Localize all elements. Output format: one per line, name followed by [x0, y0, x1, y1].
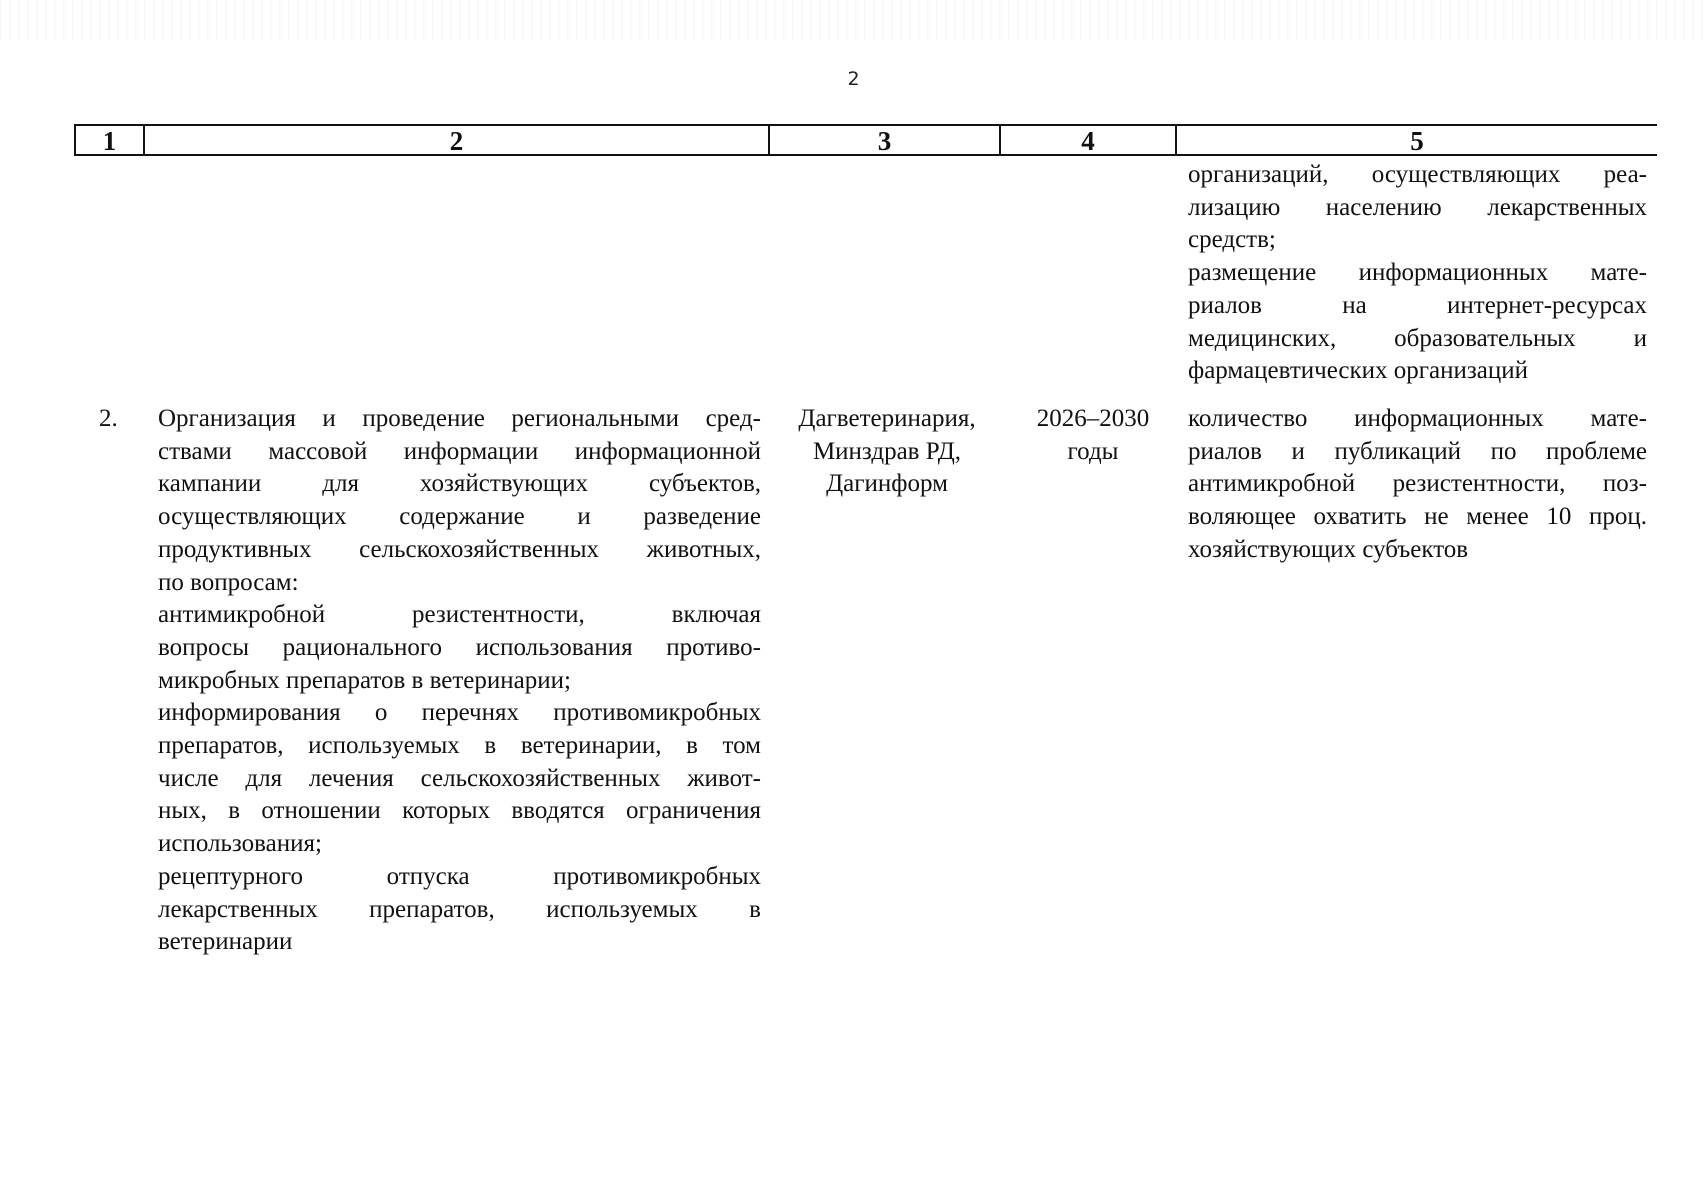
text-line: риалов на интернет-ресурсах — [1188, 291, 1647, 319]
text-line: осуществляющих содержание и разведение — [158, 503, 761, 531]
text-line: по вопросам: — [158, 568, 299, 596]
text-line: ствами массовой информации информационной — [158, 437, 761, 465]
row-measure-description — [158, 403, 761, 959]
scan-noise-strip — [0, 0, 1707, 40]
text-line: лекарственных препаратов, используемых в — [158, 895, 761, 923]
text-line: Дагветеринария, — [798, 405, 976, 432]
text-line: Дагинформ — [826, 470, 948, 498]
header-cell-1: 1 — [74, 126, 145, 154]
text-line: организаций, осуществляющих реа- — [1188, 161, 1647, 188]
text-line: Организация и проведение региональными сред- — [158, 405, 761, 432]
header-cell-3: 3 — [770, 126, 1001, 154]
text-line: медицинских, образовательных и — [1188, 324, 1647, 352]
text-line: числе для лечения сельскохозяйственных живот- — [158, 764, 761, 792]
text-line: лизацию населению лекарственных — [1188, 193, 1647, 221]
row-number: 2. — [99, 405, 118, 432]
header-cell-2: 2 — [145, 126, 770, 154]
text-line: вопросы рационального использования противо- — [158, 633, 761, 661]
text-line: Минздрав РД, — [812, 437, 962, 465]
text-line: рецептурного отпуска противомикробных — [158, 862, 761, 890]
text-line: антимикробной резистентности, поз- — [1188, 470, 1647, 498]
continued-row-col5 — [1188, 159, 1647, 388]
text-line: информирования о перечнях противомикробных — [158, 699, 761, 727]
text-line: кампании для хозяйствующих субъектов, — [158, 470, 761, 498]
text-line: риалов и публикаций по проблеме — [1188, 437, 1647, 465]
row-expected-result — [1188, 403, 1647, 567]
text-line: воляющее охватить не менее 10 проц. — [1188, 503, 1647, 531]
header-cell-5: 5 — [1410, 126, 1424, 156]
text-line: ветеринарии — [158, 928, 293, 956]
page-number: 2 — [847, 68, 860, 90]
text-line: продуктивных сельскохозяйственных животных, — [158, 535, 761, 563]
text-line: хозяйствующих субъектов — [1188, 535, 1469, 563]
table-header-row — [74, 124, 1657, 156]
row-responsible — [782, 403, 992, 501]
text-line: 2026–2030 — [1036, 405, 1150, 432]
text-line: средств; — [1188, 226, 1276, 254]
text-line: количество информационных мате- — [1188, 405, 1647, 432]
row-period — [1015, 403, 1171, 468]
text-line: ных, в отношении которых вводятся ограничения — [158, 797, 761, 825]
text-line: размещение информационных мате- — [1188, 259, 1647, 287]
text-line: микробных препаратов в ветеринарии; — [158, 666, 571, 694]
text-line: антимикробной резистентности, включая — [158, 601, 761, 629]
header-cell-4: 4 — [1001, 126, 1177, 154]
text-line: препаратов, используемых в ветеринарии, в том — [158, 732, 761, 760]
text-line: фармацевтических организаций — [1188, 357, 1529, 385]
text-line: использования; — [158, 830, 322, 858]
text-line: годы — [1067, 437, 1119, 465]
